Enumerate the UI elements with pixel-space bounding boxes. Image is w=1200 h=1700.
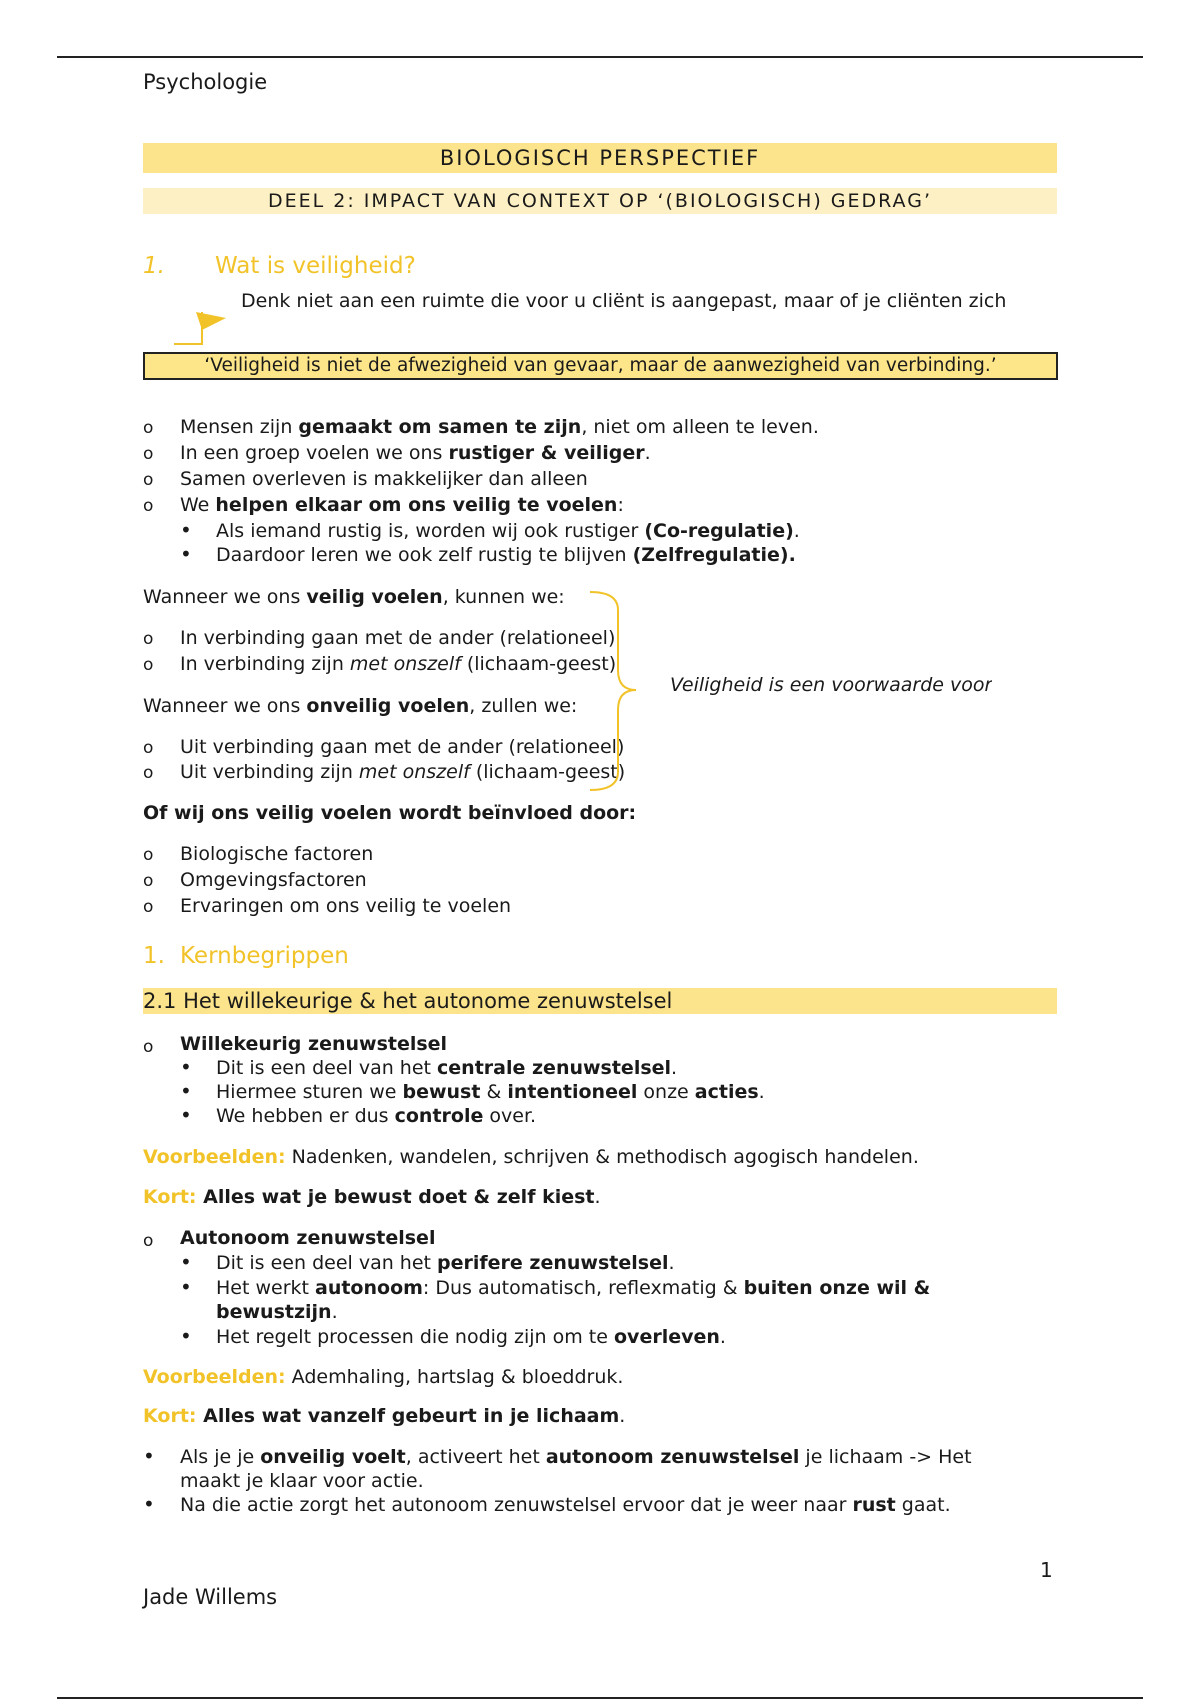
bullet-o: o — [143, 496, 154, 516]
unsafe-intro: Wanneer we ons onveilig voelen, zullen we: — [143, 695, 578, 717]
section-title: Kernbegrippen — [180, 943, 349, 969]
bullet-dot: • — [143, 1492, 155, 1516]
bullet-o: o — [143, 897, 154, 917]
list-heading: Autonoom zenuwstelsel — [180, 1227, 436, 1249]
list-item: Ervaringen om ons veilig te voelen — [180, 895, 512, 917]
safe-intro: Wanneer we ons veilig voelen, kunnen we: — [143, 586, 565, 608]
list-item: Als je je onveilig voelt, activeert het autonoom zenuwstelsel je lichaam -> Het — [180, 1446, 972, 1468]
list-item: Biologische factoren — [180, 843, 374, 865]
section-number: 1. — [143, 253, 165, 279]
bullet-o: o — [143, 763, 154, 783]
list-subitem: Het werkt autonoom: Dus automatisch, reflexmatig & buiten onze wil & — [216, 1277, 931, 1299]
bullet-o: o — [143, 871, 154, 891]
section-number: 1. — [143, 943, 165, 969]
short-line: Kort: Alles wat vanzelf gebeurt in je lichaam. — [143, 1405, 626, 1427]
influence-heading: Of wij ons veilig voelen wordt beïnvloed door: — [143, 802, 637, 824]
quote-box: ‘Veiligheid is niet de afwezigheid van gevaar, maar de aanwezigheid van verbinding.’ — [143, 352, 1058, 380]
list-item: Uit verbinding zijn met onszelf (lichaam-geest) — [180, 761, 626, 783]
list-item: In verbinding zijn met onszelf (lichaam-geest) — [180, 653, 617, 675]
bullet-o: o — [143, 444, 154, 464]
list-subitem: Als iemand rustig is, worden wij ook rustiger (Co-regulatie). — [216, 520, 800, 542]
top-rule — [57, 56, 1143, 58]
bullet-dot: • — [180, 1055, 192, 1079]
bottom-rule — [57, 1697, 1143, 1699]
list-item: Na die actie zorgt het autonoom zenuwstelsel ervoor dat je weer naar rust gaat. — [180, 1494, 951, 1516]
bullet-o: o — [143, 738, 154, 758]
list-subitem: Hiermee sturen we bewust & intentioneel onze acties. — [216, 1081, 765, 1103]
page-header: Psychologie — [143, 70, 268, 94]
examples-line: Voorbeelden: Ademhaling, hartslag & bloeddruk. — [143, 1366, 624, 1388]
list-subitem: Dit is een deel van het perifere zenuwstelsel. — [216, 1252, 675, 1274]
list-subitem: We hebben er dus controle over. — [216, 1105, 537, 1127]
bullet-dot: • — [180, 1250, 192, 1274]
bullet-o: o — [143, 655, 154, 675]
brace-icon — [580, 590, 650, 795]
bullet-dot: • — [180, 1103, 192, 1127]
list-subitem: Daardoor leren we ook zelf rustig te blijven (Zelfregulatie). — [216, 544, 796, 566]
flag-icon — [172, 308, 232, 348]
bullet-o: o — [143, 418, 154, 438]
section-title: Wat is veiligheid? — [215, 253, 416, 279]
short-line: Kort: Alles wat je bewust doet & zelf kiest. — [143, 1186, 601, 1208]
list-subitem-continued: bewustzijn. — [216, 1301, 338, 1323]
list-subitem: Dit is een deel van het centrale zenuwstelsel. — [216, 1057, 678, 1079]
examples-line: Voorbeelden: Nadenken, wandelen, schrijven & methodisch agogisch handelen. — [143, 1146, 919, 1168]
list-item: Samen overleven is makkelijker dan alleen — [180, 468, 588, 490]
list-item: We helpen elkaar om ons veilig te voelen: — [180, 494, 624, 516]
side-note: Veiligheid is een voorwaarde voor — [670, 674, 993, 696]
document-title: BIOLOGISCH PERSPECTIEF — [143, 143, 1057, 173]
bullet-o: o — [143, 845, 154, 865]
intro-text: Denk niet aan een ruimte die voor u cliënt is aangepast, maar of je cliënten zich — [241, 290, 1007, 312]
bullet-dot: • — [180, 518, 192, 542]
document-subtitle: DEEL 2: IMPACT VAN CONTEXT OP ‘(BIOLOGISCH) GEDRAG’ — [143, 188, 1057, 214]
list-item-continued: maakt je klaar voor actie. — [180, 1470, 424, 1492]
page-number: 1 — [1040, 1558, 1053, 1582]
list-item: Uit verbinding gaan met de ander (relationeel) — [180, 736, 625, 758]
bullet-dot: • — [180, 1275, 192, 1299]
subsection-title: 2.1 Het willekeurige & het autonome zenuwstelsel — [143, 988, 1057, 1014]
bullet-dot: • — [180, 542, 192, 566]
bullet-dot: • — [143, 1444, 155, 1468]
bullet-dot: • — [180, 1324, 192, 1348]
bullet-o: o — [143, 1231, 154, 1251]
bullet-o: o — [143, 470, 154, 490]
list-item: Omgevingsfactoren — [180, 869, 367, 891]
bullet-o: o — [143, 1037, 154, 1057]
bullet-dot: • — [180, 1079, 192, 1103]
list-item: In een groep voelen we ons rustiger & veiliger. — [180, 442, 651, 464]
bullet-o: o — [143, 629, 154, 649]
list-item: In verbinding gaan met de ander (relationeel) — [180, 627, 616, 649]
list-heading: Willekeurig zenuwstelsel — [180, 1033, 448, 1055]
footer-author: Jade Willems — [143, 1585, 278, 1609]
list-subitem: Het regelt processen die nodig zijn om te overleven. — [216, 1326, 726, 1348]
list-item: Mensen zijn gemaakt om samen te zijn, niet om alleen te leven. — [180, 416, 819, 438]
